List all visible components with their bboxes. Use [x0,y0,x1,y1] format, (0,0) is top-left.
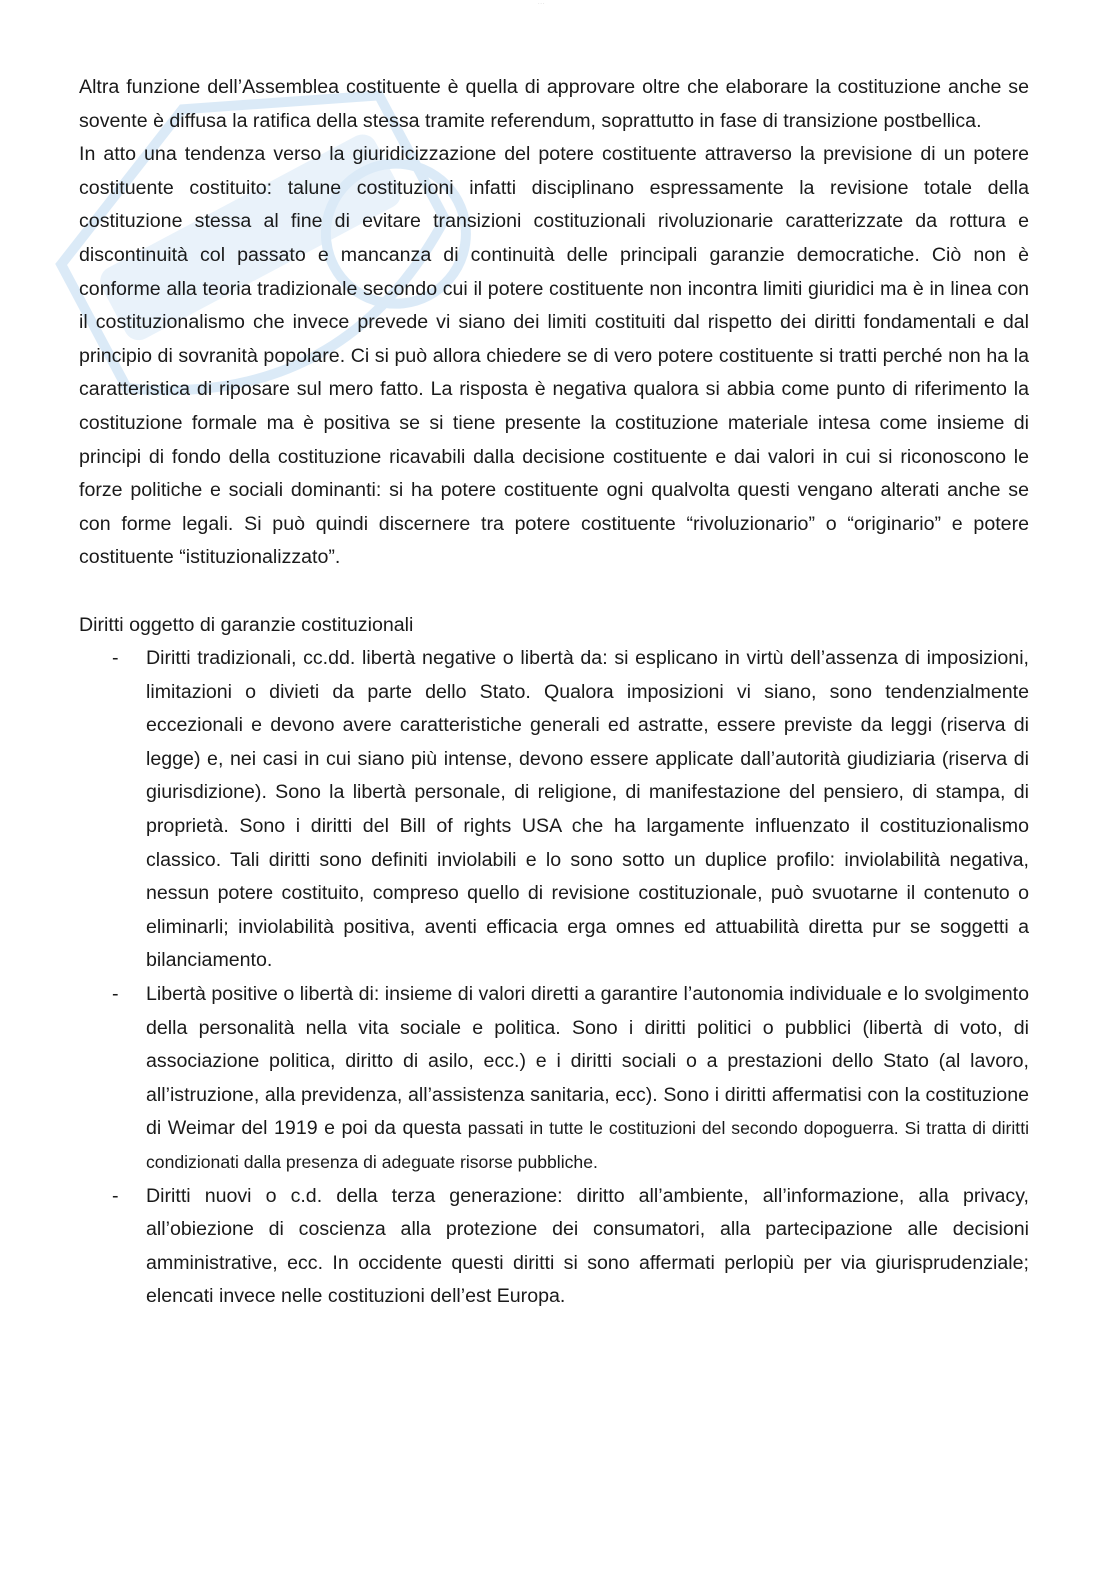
list-bullet: - [112,983,119,1006]
list-item-liberta-positive [79,978,1029,1180]
page-header-mark: - - - [538,0,545,5]
document-body [79,71,1029,1314]
list-item-diritti-tradizionali [79,642,1029,978]
rights-list [79,642,1029,1314]
list-item-text: Libertà positive o libertà di: insieme di valori diretti a garantire l’autonomia individuale e lo svolgimento della personalità nella vita sociale e politica. Sono i diritti politici o pubblici (libertà di voto, di associazione politica, diritto di asilo, ecc.) e i diritti sociali o a prestazioni dello Stato (al lavoro, all’istruzione, alla previdenza, all’assistenza sanitaria, ecc). Sono i diritti affermatisi con la costituzione di Weimar del 1919 e poi da questa [146,983,1029,1140]
list-item-text: Diritti tradizionali, cc.dd. libertà negative o libertà da: si esplicano in virtù dell’assenza di imposizioni, limitazioni o divieti da parte dello Stato. Qualora imposizioni vi siano, sono tendenzialmente eccezionali e devono avere caratteristiche generali ed astratte, essere previste da leggi (riserva di legge) e, nei casi in cui siano più intense, devono essere applicate dall’autorità giudiziaria (riserva di giurisdizione). Sono la libertà personale, di religione, di manifestazione del pensiero, di stampa, di proprietà. Sono i diritti del Bill of rights USA che ha largamente influenzato il costituzionalismo classico. Tali diritti sono definiti inviolabili e lo sono sotto un duplice profilo: inviolabilità negativa, nessun potere costituito, compreso quello di revisione costituzionale, può svuotarne il contenuto o eliminarli; inviolabilità positiva, aventi efficacia erga omnes ed attuabilità diretta pur se soggetti a bilanciamento. [146,647,1029,972]
list-item-text-continued: passati in tutte le costituzioni del secondo dopoguerra. Si tratta di diritti condizionati dalla presenza di adeguate risorse pubbliche. [146,1118,1029,1172]
paragraph-potere-costituente: In atto una tendenza verso la giuridicizzazione del potere costituente attraverso la previsione di un potere costituente costituito: talune costituzioni infatti disciplinano espressamente la revisione totale della costituzione stessa al fine di evitare transizioni costituzionali rivoluzionarie caratterizzate da rottura e discontinuità col passato e mancanza di continuità delle principali garanzie democratiche. Ciò non è conforme alla teoria tradizionale secondo cui il potere costituente non incontra limiti giuridici ma è in linea con il costituzionalismo che invece prevede vi siano dei limiti costituiti dal rispetto dei diritti fondamentali e dal principio di sovranità popolare. Ci si può allora chiedere se di vero potere costituente si tratti perché non ha la caratteristica di riposare sul mero fatto. La risposta è negativa qualora si abbia come punto di riferimento la costituzione formale ma è positiva se si tiene presente la costituzione materiale intesa come insieme di principi di fondo della costituzione ricavabili dalla decisione costituente e dai valori in cui si riconoscono le forze politiche e sociali dominanti: si ha potere costituente ogni qualvolta questi vengano alterati anche se con forme legali. Si può quindi discernere tra potere costituente “rivoluzionario” o “originario” e potere costituente “istituzionalizzato”. [79,143,1029,569]
section-heading: Diritti oggetto di garanzie costituzionali [79,613,414,636]
list-bullet: - [112,647,119,670]
blank-line [79,575,1029,609]
paragraph-assemblea: Altra funzione dell’Assemblea costituente è quella di approvare oltre che elaborare la costituzione anche se sovente è diffusa la ratifica della stessa tramite referendum, soprattutto in fase di transizione postbellica. [79,76,1029,132]
list-item-diritti-nuovi [79,1180,1029,1314]
list-bullet: - [112,1184,119,1207]
list-item-text: Diritti nuovi o c.d. della terza generazione: diritto all’ambiente, all’informazione, alla privacy, all’obiezione di coscienza alla protezione dei consumatori, alla partecipazione alle decisioni amministrative, ecc. In occidente questi diritti si sono affermati perlopiù per via giurisprudenziale; elencati invece nelle costituzioni dell’est Europa. [146,1184,1029,1308]
